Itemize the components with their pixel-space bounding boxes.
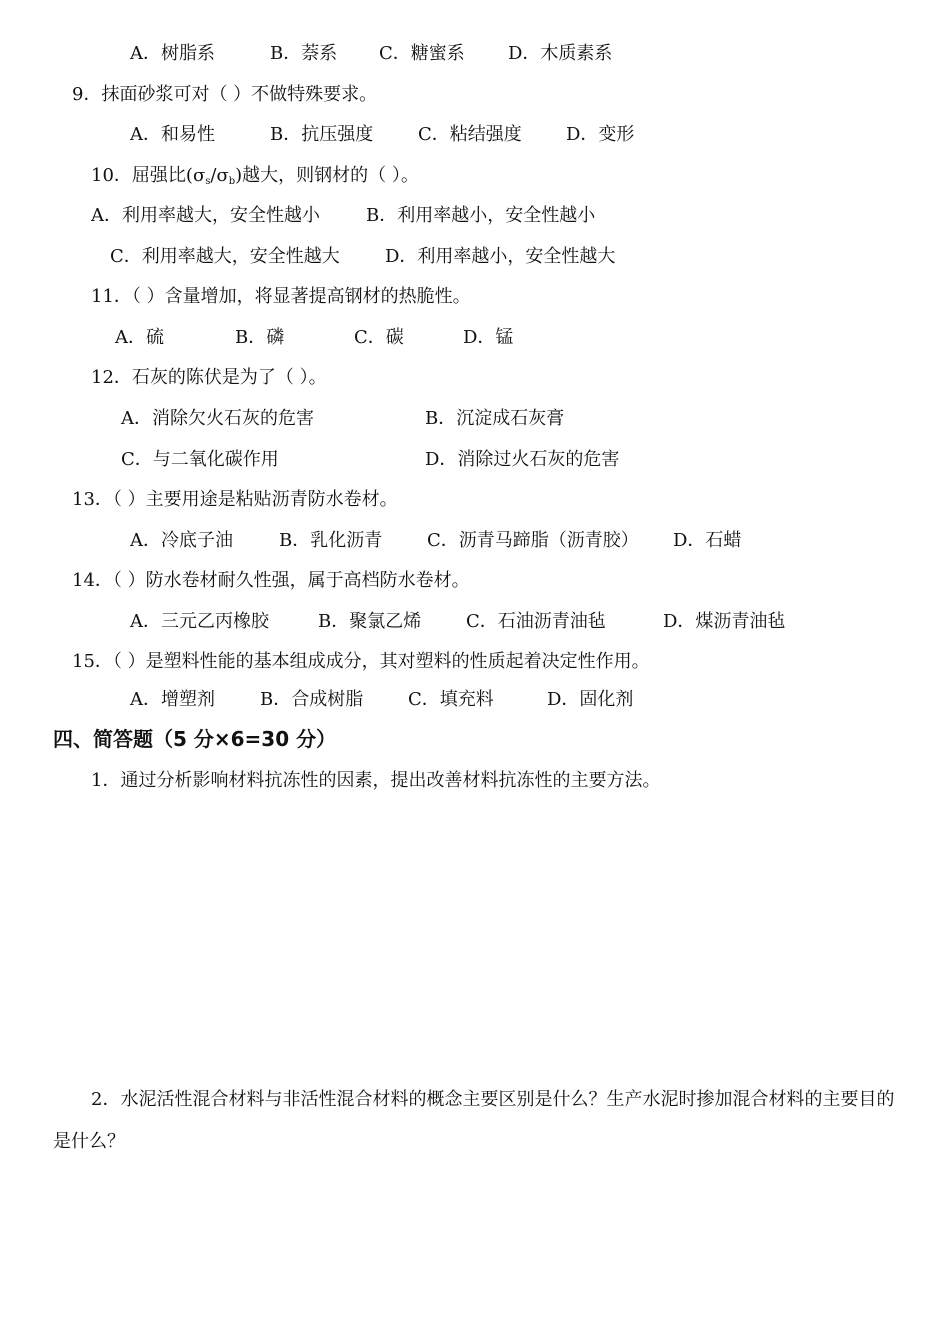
section-heading: 四、简答题（5 分×6=30 分） <box>53 727 337 751</box>
q14-option-d: D．煤沥青油毡 <box>663 611 786 632</box>
q14-option-a: A．三元乙丙橡胶 <box>130 611 269 632</box>
q14-stem: 14．（ ）防水卷材耐久性强，属于高档防水卷材。 <box>72 570 470 591</box>
q10-sigma-s: σ <box>192 165 206 186</box>
q9-option-a: A．和易性 <box>130 124 215 145</box>
q11-stem: 11．（ ）含量增加，将显著提高钢材的热脆性。 <box>91 286 471 307</box>
q13-stem: 13．（ ）主要用途是粘贴沥青防水卷材。 <box>72 489 398 510</box>
q9-stem: 9．抹面砂浆可对（ ）不做特殊要求。 <box>72 84 378 105</box>
q10-slash: / <box>210 165 217 186</box>
q13-option-b: B．乳化沥青 <box>279 530 383 551</box>
q10-subscript-s: s <box>205 176 211 187</box>
q10-stem-post: )越大，则钢材的（ ）。 <box>235 165 419 186</box>
q11-option-a: A．硫 <box>115 327 164 348</box>
q10-option-c: C．利用率越大，安全性越大 <box>110 246 340 267</box>
short-answer-q2: 2．水泥活性混合材料与非活性混合材料的概念主要区别是什么？生产水泥时掺加混合材料的主要目的是什么？ <box>53 1089 895 1152</box>
q12-option-b: B．沉淀成石灰膏 <box>425 408 565 429</box>
q15-option-c: C．填充料 <box>408 689 494 710</box>
q10-subscript-b: b <box>228 176 236 187</box>
q9-option-d: D．变形 <box>566 124 635 145</box>
q15-stem: 15．（ ）是塑料性能的基本组成成分，其对塑料的性质起着决定性作用。 <box>72 651 650 672</box>
q12-option-d: D．消除过火石灰的危害 <box>425 449 620 470</box>
q10-sigma-b: σ <box>216 165 229 186</box>
q10-option-b: B．利用率越小，安全性越小 <box>366 205 596 226</box>
q12-option-a: A．消除欠火石灰的危害 <box>121 408 314 429</box>
q10-option-d: D．利用率越小，安全性越大 <box>385 246 616 267</box>
q14-option-b: B．聚氯乙烯 <box>318 611 422 632</box>
q10-option-a: A．利用率越大，安全性越小 <box>91 205 320 226</box>
q10-stem-pre: 10．屈强比( <box>91 165 193 186</box>
q8-option-d: D．木质素系 <box>508 43 613 64</box>
q12-stem: 12．石灰的陈伏是为了（ ）。 <box>91 367 327 388</box>
q9-option-b: B．抗压强度 <box>270 124 374 145</box>
q8-option-b: B．萘系 <box>270 43 338 64</box>
q15-option-d: D．固化剂 <box>547 689 634 710</box>
q10-stem <box>91 164 419 188</box>
q15-option-b: B．合成树脂 <box>260 689 364 710</box>
q9-option-c: C．粘结强度 <box>418 124 522 145</box>
short-answer-q1: 1．通过分析影响材料抗冻性的因素，提出改善材料抗冻性的主要方法。 <box>91 770 661 791</box>
q11-option-d: D．锰 <box>463 327 514 348</box>
q15-option-a: A．增塑剂 <box>130 689 215 710</box>
q11-option-b: B．磷 <box>235 327 285 348</box>
q14-option-c: C．石油沥青油毡 <box>466 611 606 632</box>
q8-option-c: C．糖蜜系 <box>379 43 465 64</box>
q13-option-a: A．冷底子油 <box>130 530 233 551</box>
q13-option-c: C．沥青马蹄脂（沥青胶） <box>427 530 639 551</box>
q8-option-a: A．树脂系 <box>130 43 215 64</box>
q13-option-d: D．石蜡 <box>673 530 742 551</box>
q11-option-c: C．碳 <box>354 327 404 348</box>
q12-option-c: C．与二氧化碳作用 <box>121 449 279 470</box>
